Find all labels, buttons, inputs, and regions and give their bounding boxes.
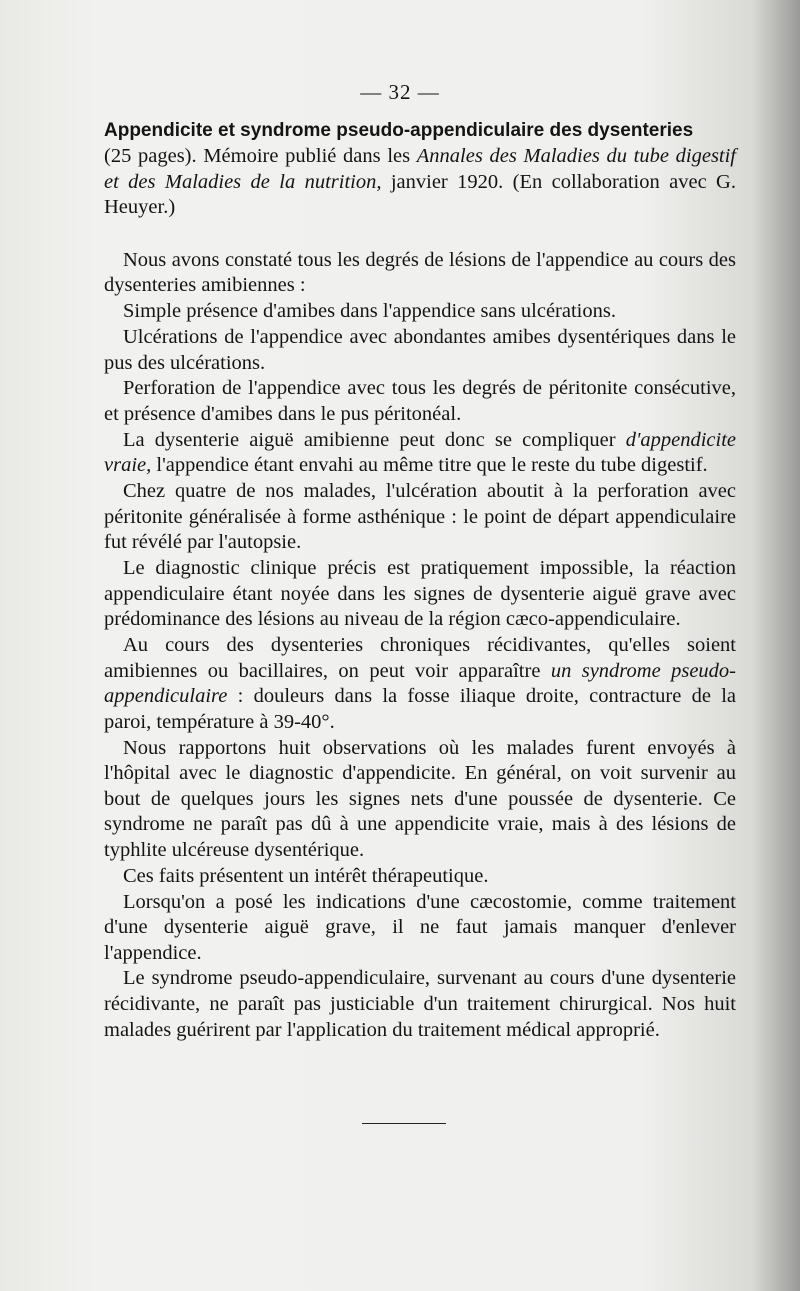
paragraph: Ces faits présentent un intérêt thérapeutique. bbox=[123, 864, 489, 887]
section-divider bbox=[362, 1123, 446, 1124]
paragraph-emphasis: d'appendicite vraie, bbox=[104, 428, 736, 477]
entry-body bbox=[104, 248, 736, 1043]
entry-title: Appendicite et syndrome pseudo-appendiculaire des dysenteries bbox=[104, 120, 694, 141]
paragraph: Chez quatre de nos malades, l'ulcération aboutit à la perforation avec péritonite généralisée à forme asthénique : le point de départ appendiculaire fut révélé par l'autopsie. bbox=[104, 480, 736, 554]
paragraph-emphasis: un syndrome pseudo-appendiculaire bbox=[104, 659, 736, 708]
paragraph-text: l'appendice étant envahi au même titre que le reste du tube digestif. bbox=[151, 454, 708, 477]
page-content bbox=[104, 118, 736, 1043]
paragraph: Simple présence d'amibes dans l'appendice sans ulcérations. bbox=[123, 300, 616, 323]
paragraph: Ulcérations de l'appendice avec abondantes amibes dysentériques dans le pus des ulcérations. bbox=[104, 325, 736, 374]
paragraph: Nous avons constaté tous les degrés de lésions de l'appendice au cours des dysenteries amibiennes : bbox=[104, 248, 736, 297]
paragraph-text: : douleurs dans la fosse iliaque droite, contracture de la paroi, température à 39-40°. bbox=[104, 685, 736, 733]
paragraph-text: La dysenterie aiguë amibienne peut donc se compliquer bbox=[123, 428, 626, 451]
citation-date: janvier 1920. (En collaboration avec G. Heuyer.) bbox=[104, 170, 736, 219]
paragraph: Nous rapportons huit observations où les malades furent envoyés à l'hôpital avec le diagnostic d'appendicite. En général, on voit survenir au bout de quelques jours les signes nets d'une poussée de dysenterie. Ce syndrome ne paraît pas dû à une appendicite vraie, mais à des lésions de typhlite ulcéreuse dysentérique. bbox=[104, 736, 736, 861]
journal-title: Annales des Maladies du tube digestif et des Maladies de la nutrition, bbox=[104, 145, 737, 193]
paragraph bbox=[104, 428, 736, 479]
paragraph bbox=[104, 633, 736, 735]
paragraph: Lorsqu'on a posé les indications d'une cæcostomie, comme traitement d'une dysenterie aiguë grave, il ne faut jamais manquer d'enlever l'appendice. bbox=[104, 890, 736, 964]
entry-citation bbox=[104, 144, 736, 221]
paragraph: Le syndrome pseudo-appendiculaire, survenant au cours d'une dysenterie récidivante, ne paraît pas justiciable d'un traitement chirurgical. Nos huit malades guérirent par l'application du traitement médical approprié. bbox=[104, 967, 736, 1041]
paragraph-text: Au cours des dysenteries chroniques récidivantes, qu'elles soient amibiennes ou bacillaires, on peut voir apparaître bbox=[104, 634, 736, 682]
paragraph: Le diagnostic clinique précis est pratiquement impossible, la réaction appendiculaire étant noyée dans les signes de dysenterie aiguë grave avec prédominance des lésions au niveau de la région cæco-appendiculaire. bbox=[104, 557, 736, 631]
page-number: — 32 — bbox=[360, 80, 440, 104]
paragraph: Perforation de l'appendice avec tous les degrés de péritonite consécutive, et présence d'amibes dans le pus péritonéal. bbox=[104, 377, 736, 425]
citation-text: (25 pages). Mémoire publié dans les bbox=[104, 145, 417, 167]
